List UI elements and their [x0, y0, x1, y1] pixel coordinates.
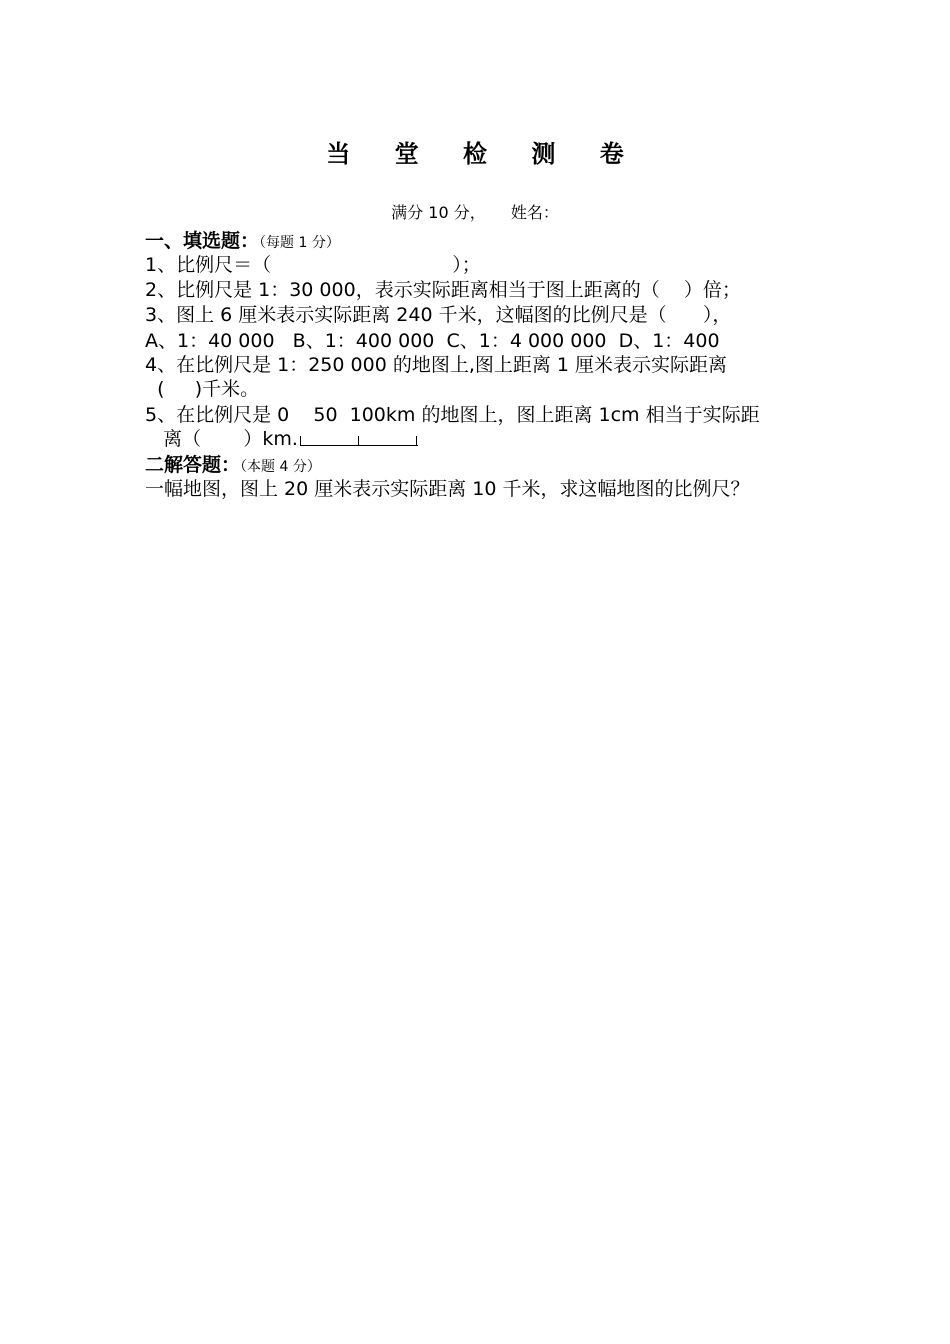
question-3-options: A、1：40 000 B、1：400 000 C、1：4 000 000 D、1：400: [145, 330, 720, 352]
section2-heading-line: [145, 450, 321, 477]
section2-note: （本题 4 分）: [240, 459, 321, 475]
question-5-line1: 5、在比例尺是 0 50 100km 的地图上，图上距离 1cm 相当于实际距: [145, 404, 760, 426]
section1-heading: 一、填选题：: [145, 230, 260, 252]
question-1: 1、比例尺＝（ ）；: [145, 254, 481, 276]
full-score-text: 满分 10 分，: [391, 203, 486, 222]
question-2: 2、比例尺是 1：30 000，表示实际距离相当于图上距离的（ ）倍；: [145, 279, 741, 301]
scale-bar-line: [300, 445, 418, 446]
scale-bar-tick-mid: [358, 436, 359, 446]
scale-bar-tick-end: [416, 436, 417, 446]
question-4-line2: ( )千米。: [145, 378, 260, 400]
question-3: 3、图上 6 厘米表示实际距离 240 千米，这幅图的比例尺是（ ），: [145, 304, 732, 326]
page-title: 当 堂 检 测 卷: [326, 140, 642, 168]
scale-bar-tick-start: [300, 436, 301, 446]
section1-heading-line: [145, 226, 340, 253]
section2-heading: 二解答题：: [145, 454, 241, 476]
question-5-line2: 离（ ）km.: [145, 428, 298, 450]
name-label: 姓名：: [510, 203, 559, 222]
section2-question: 一幅地图，图上 20 厘米表示实际距离 10 千米，求这幅地图的比例尺？: [145, 478, 750, 500]
score-name-line: [0, 200, 950, 223]
section1-note: （每题 1 分）: [259, 235, 340, 251]
question-4-line1: 4、在比例尺是 1：250 000 的地图上,图上距离 1 厘米表示实际距离: [145, 354, 728, 376]
scale-bar-graphic: [300, 432, 418, 446]
